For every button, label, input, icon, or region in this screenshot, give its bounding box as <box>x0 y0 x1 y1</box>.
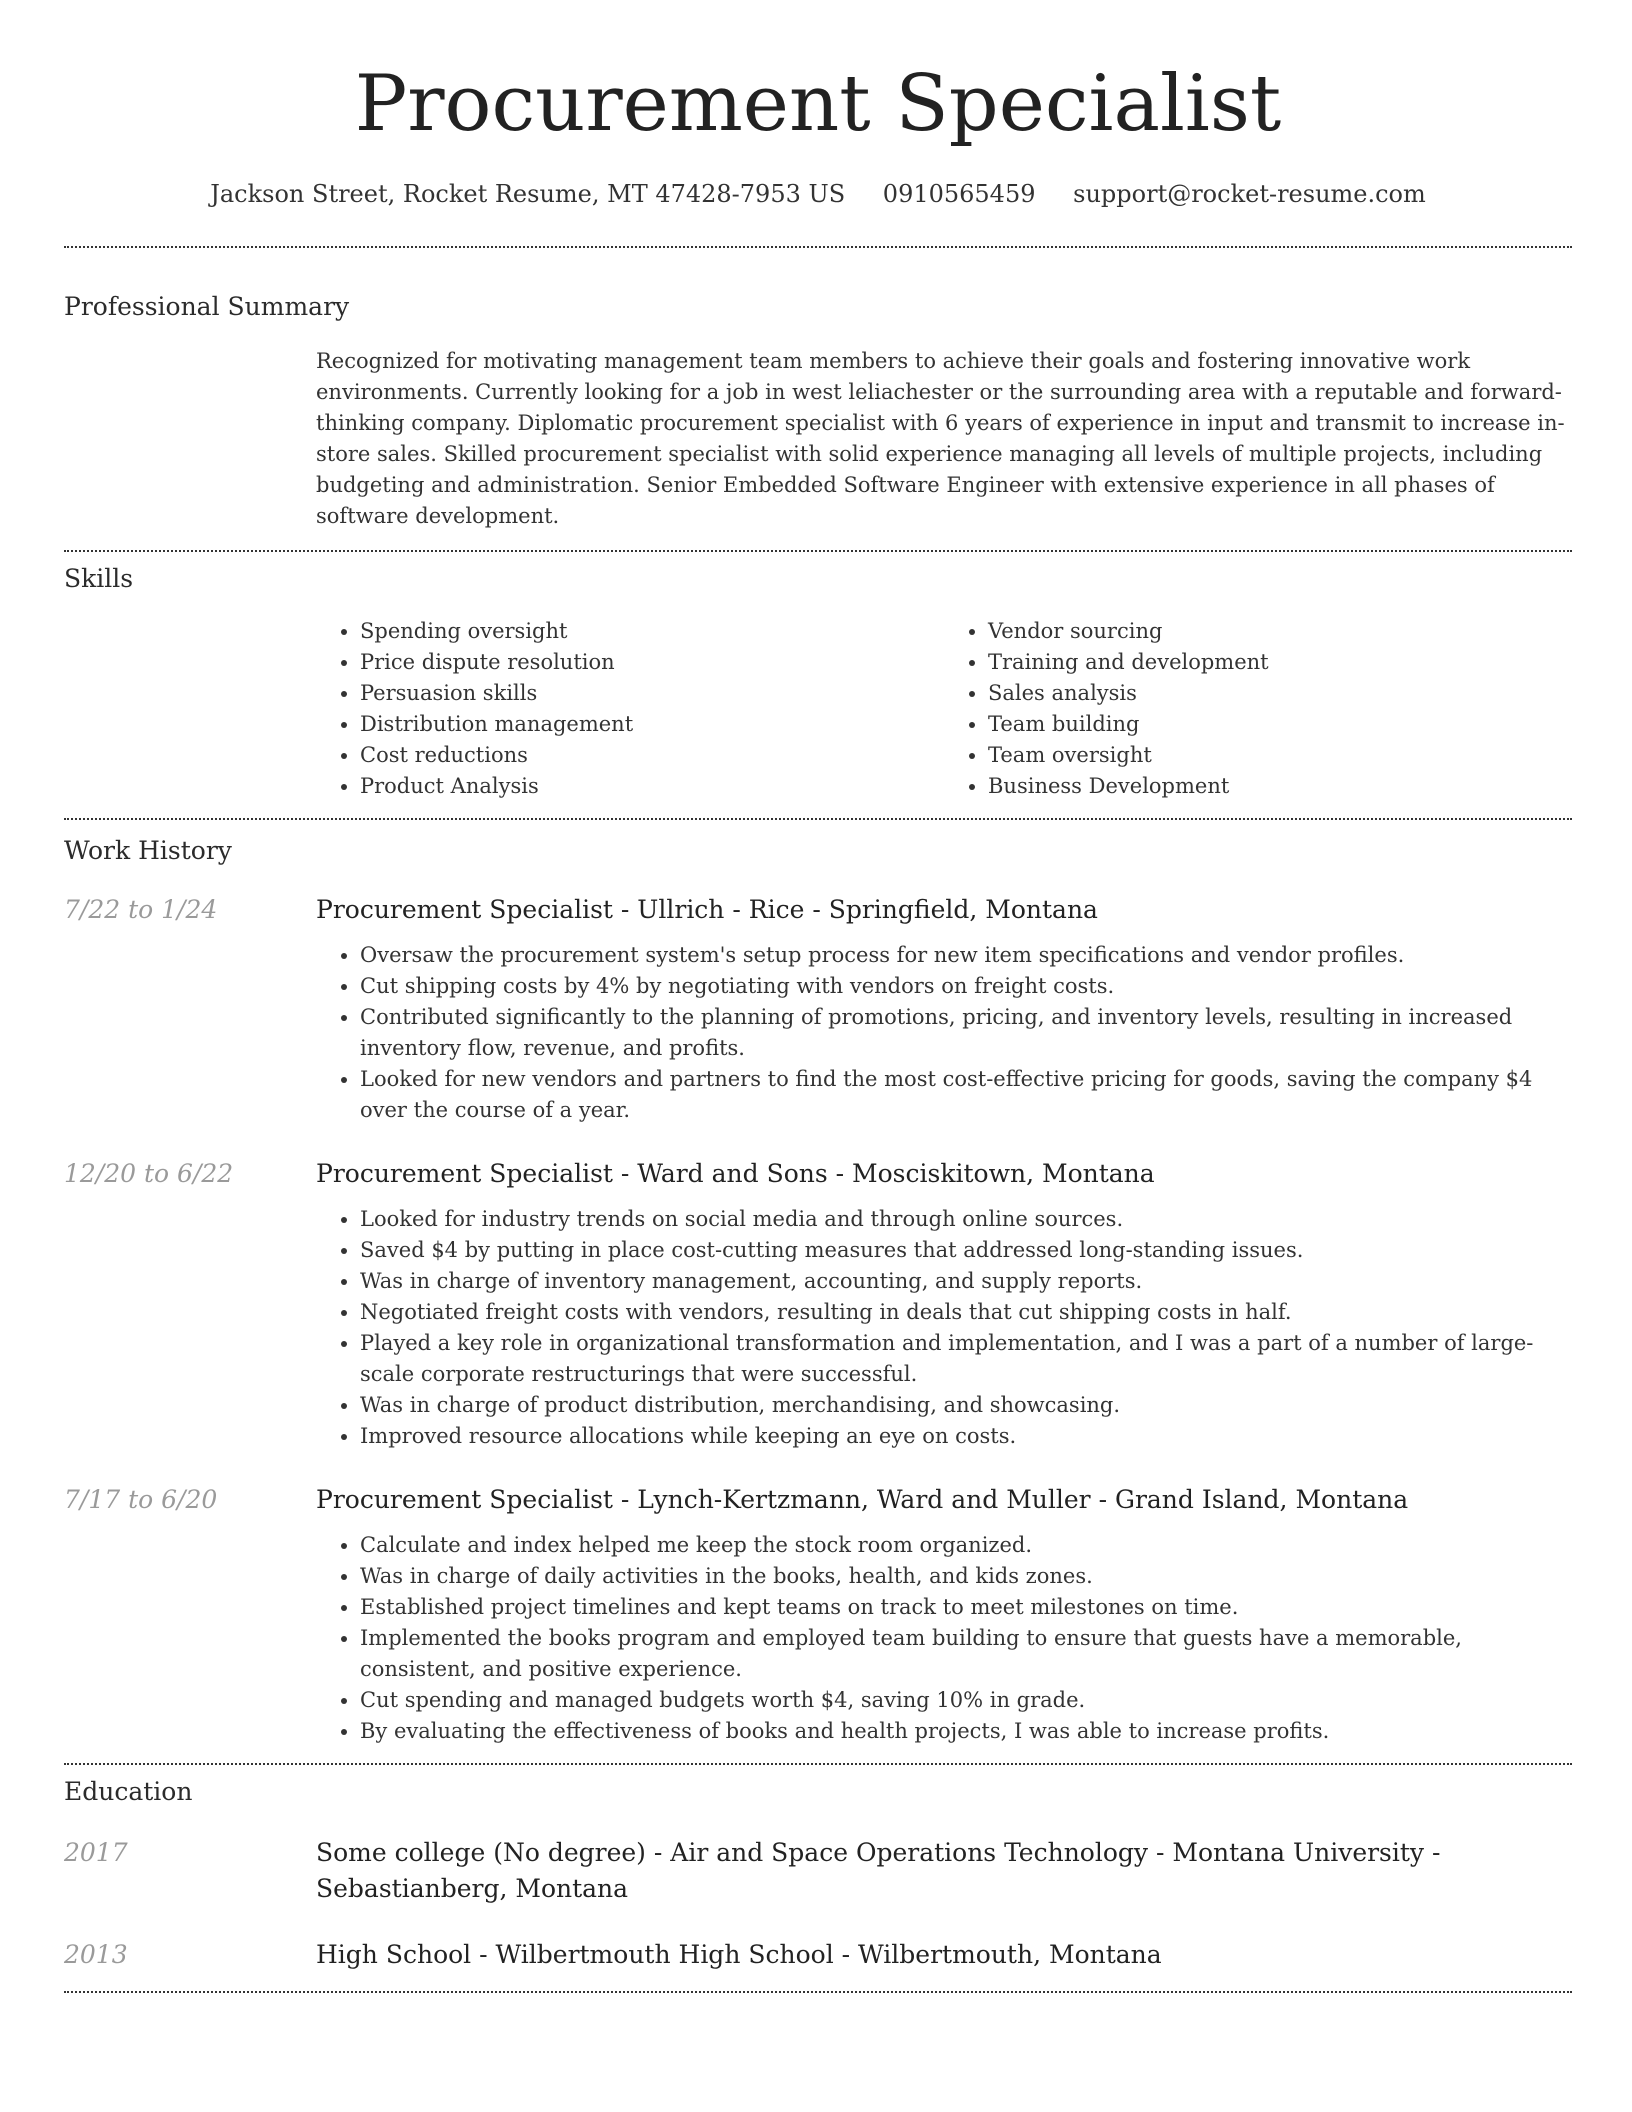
contact-email: support@rocket-resume.com <box>1073 180 1426 208</box>
job-bullets <box>316 1530 1572 1747</box>
contact-line <box>64 174 1572 214</box>
divider <box>64 550 1572 552</box>
job-bullet: • Saved $4 by putting in place cost-cutting measures that addressed long-standing issues. <box>360 1235 1572 1266</box>
skills-grid <box>316 616 1572 802</box>
skills-list-left <box>316 616 944 802</box>
job-bullet: • Improved resource allocations while keeping an eye on costs. <box>360 1421 1572 1452</box>
job-bullet: • Contributed significantly to the planning of promotions, pricing, and inventory levels, resulting in increased inventory flow, revenue, and profits. <box>360 1002 1572 1064</box>
job-title: Procurement Specialist - Ullrich - Rice - Springfield, Montana <box>316 895 1098 924</box>
job-bullet: • Was in charge of product distribution, merchandising, and showcasing. <box>360 1390 1572 1421</box>
skill-item: • Spending oversight <box>360 616 944 647</box>
job-bullet: • Played a key role in organizational transformation and implementation, and I was a part of a number of large-scale corporate restructurings that were successful. <box>360 1328 1572 1390</box>
resume-name: Procurement Specialist <box>354 59 1282 149</box>
skill-item: • Price dispute resolution <box>360 647 944 678</box>
job-bullets <box>316 940 1572 1126</box>
job-bullet: • Established project timelines and kept teams on track to meet milestones on time. <box>360 1592 1572 1623</box>
skill-item: • Persuasion skills <box>360 678 944 709</box>
skill-item: • Vendor sourcing <box>988 616 1572 647</box>
resume-page <box>64 0 1572 1993</box>
job-date: 7/22 to 1/24 <box>64 895 218 924</box>
job-bullet: • Oversaw the procurement system's setup process for new item specifications and vendor profiles. <box>360 940 1572 971</box>
divider <box>64 246 1572 248</box>
education-title: Some college (No degree) - Air and Space Operations Technology - Montana University - Sebastianberg, Montana <box>316 1838 1441 1903</box>
education-entry <box>64 1835 1572 1907</box>
skill-item: • Training and development <box>988 647 1572 678</box>
divider <box>64 1763 1572 1765</box>
skill-item: • Team oversight <box>988 740 1572 771</box>
section-title-education: Education <box>64 1777 193 1806</box>
education-title: High School - Wilbertmouth High School - Wilbertmouth, Montana <box>316 1940 1162 1969</box>
skills-list-right <box>944 616 1572 802</box>
skill-item: • Sales analysis <box>988 678 1572 709</box>
job-entry <box>64 892 1572 1126</box>
job-bullet: • Negotiated freight costs with vendors, resulting in deals that cut shipping costs in half. <box>360 1297 1572 1328</box>
job-bullet: • Looked for industry trends on social media and through online sources. <box>360 1204 1572 1235</box>
education-entry <box>64 1937 1572 1973</box>
job-bullets <box>316 1204 1572 1452</box>
job-date: 12/20 to 6/22 <box>64 1159 234 1188</box>
job-entry <box>64 1482 1572 1747</box>
skill-item: • Cost reductions <box>360 740 944 771</box>
contact-address: Jackson Street, Rocket Resume, MT 47428-7953 US <box>210 180 846 208</box>
job-bullet: • Was in charge of inventory management, accounting, and supply reports. <box>360 1266 1572 1297</box>
section-title-skills: Skills <box>64 564 134 593</box>
job-bullet: • Looked for new vendors and partners to find the most cost-effective pricing for goods, saving the company $4 over the course of a year. <box>360 1064 1572 1126</box>
section-title-work-history: Work History <box>64 836 232 865</box>
skill-item: • Team building <box>988 709 1572 740</box>
skill-item: • Business Development <box>988 771 1572 802</box>
education-date: 2013 <box>64 1940 128 1969</box>
skill-item: • Product Analysis <box>360 771 944 802</box>
job-bullet: • Was in charge of daily activities in the books, health, and kids zones. <box>360 1561 1572 1592</box>
contact-phone: 0910565459 <box>882 180 1036 208</box>
job-title: Procurement Specialist - Lynch-Kertzmann, Ward and Muller - Grand Island, Montana <box>316 1485 1409 1514</box>
job-date: 7/17 to 6/20 <box>64 1485 218 1514</box>
education-date: 2017 <box>64 1838 128 1867</box>
job-bullet: • Implemented the books program and employed team building to ensure that guests have a memorable, consistent, and positive experience. <box>360 1623 1572 1685</box>
divider <box>64 1991 1572 1993</box>
job-bullet: • Calculate and index helped me keep the stock room organized. <box>360 1530 1572 1561</box>
divider <box>64 818 1572 820</box>
job-title: Procurement Specialist - Ward and Sons - Mosciskitown, Montana <box>316 1159 1155 1188</box>
section-title-summary: Professional Summary <box>64 292 350 321</box>
job-bullet: • Cut shipping costs by 4% by negotiating with vendors on freight costs. <box>360 971 1572 1002</box>
job-bullet: • By evaluating the effectiveness of books and health projects, I was able to increase profits. <box>360 1716 1572 1747</box>
skill-item: • Distribution management <box>360 709 944 740</box>
job-entry <box>64 1156 1572 1452</box>
job-bullet: • Cut spending and managed budgets worth $4, saving 10% in grade. <box>360 1685 1572 1716</box>
summary-text: Recognized for motivating management team members to achieve their goals and fostering innovative work environments. Currently looking for a job in west leliachester or the surrounding area with a reputable and forward-thinking company. Diplomatic procurement specialist with 6 years of experience in input and transmit to increase in-store sales. Skilled procurement specialist with solid experience managing all levels of multiple projects, including budgeting and administration. Senior Embedded Software Engineer with extensive experience in all phases of software development. <box>316 349 1565 528</box>
